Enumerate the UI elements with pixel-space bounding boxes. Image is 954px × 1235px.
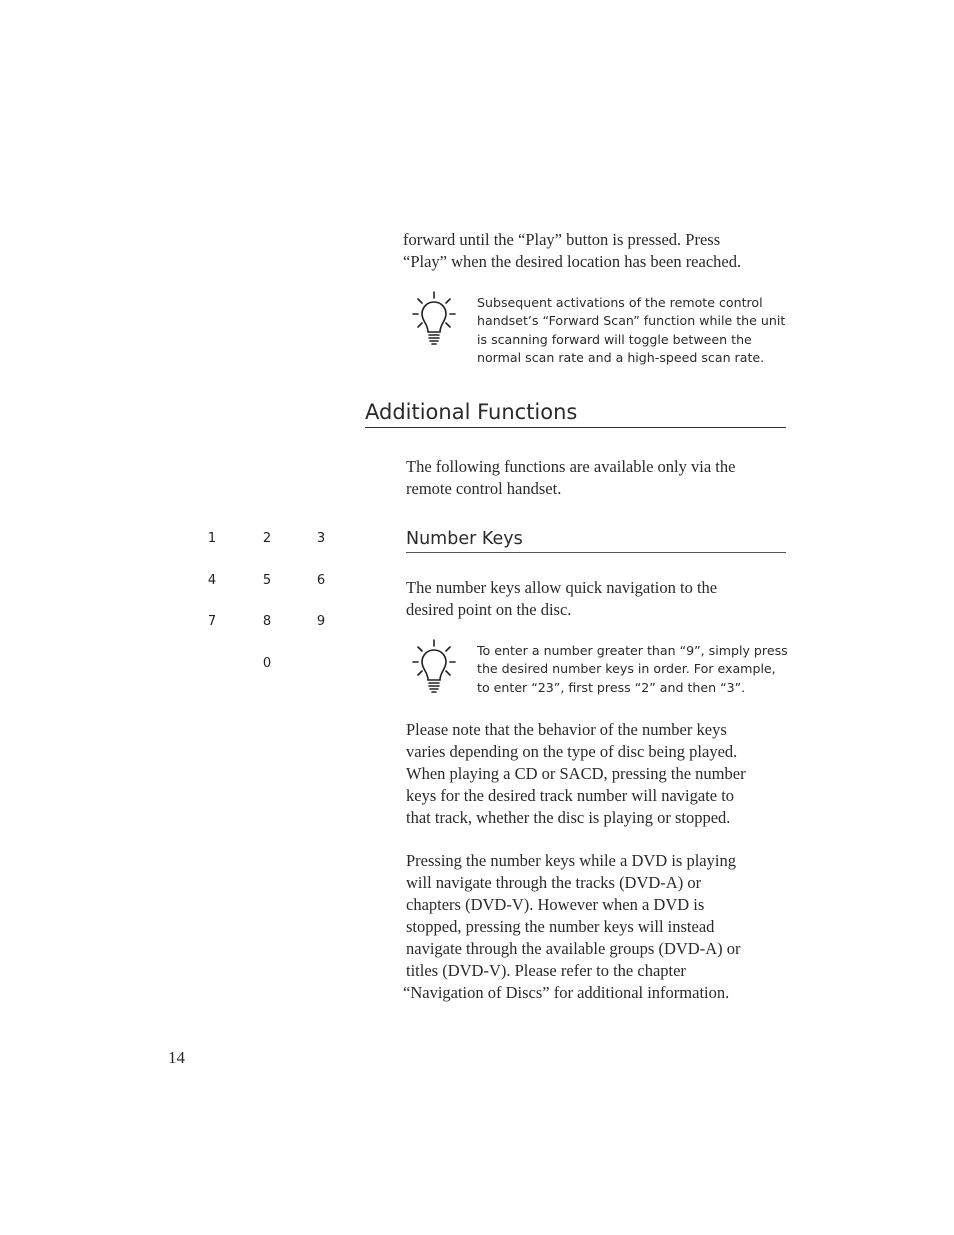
tip2-line-3: to enter “23”, first press “2” and then “3”. bbox=[477, 679, 746, 695]
tip1-line-3: is scanning forward will toggle between the bbox=[477, 331, 752, 347]
key-0: 0 bbox=[262, 656, 272, 671]
intro-paragraph bbox=[403, 229, 783, 273]
section-intro-paragraph bbox=[406, 456, 786, 500]
behavior-line-1: Please note that the behavior of the number keys bbox=[406, 720, 727, 739]
key-3: 3 bbox=[316, 531, 326, 546]
dvd-line-4: stopped, pressing the number keys will instead bbox=[406, 917, 715, 936]
dvd-line-7: “Navigation of Discs” for additional information. bbox=[403, 983, 730, 1002]
section-heading-additional-functions: Additional Functions bbox=[365, 397, 786, 428]
key-1: 1 bbox=[207, 531, 217, 546]
dvd-line-1: Pressing the number keys while a DVD is playing bbox=[406, 851, 736, 870]
tip2-line-2: the desired number keys in order. For example, bbox=[477, 661, 776, 677]
lightbulb-icon bbox=[410, 638, 458, 696]
key-4: 4 bbox=[207, 573, 217, 588]
tip2-line-1: To enter a number greater than “9”, simply press bbox=[477, 643, 788, 658]
dvd-line-3: chapters (DVD-V). However when a DVD is bbox=[406, 895, 705, 914]
dvd-line-2: will navigate through the tracks (DVD-A) or bbox=[406, 873, 702, 892]
key-9: 9 bbox=[316, 614, 326, 629]
number-keys-intro-paragraph bbox=[406, 577, 786, 621]
behavior-line-2: varies depending on the type of disc being played. bbox=[406, 742, 738, 761]
key-6: 6 bbox=[316, 573, 326, 588]
tip1-line-2: handset’s “Forward Scan” function while the unit bbox=[477, 313, 786, 329]
tip-forward-scan bbox=[477, 294, 789, 367]
number-keys-intro-line-1: The number keys allow quick navigation to the bbox=[406, 578, 718, 597]
key-2: 2 bbox=[262, 531, 272, 546]
tip-number-entry bbox=[477, 642, 789, 697]
dvd-paragraph bbox=[403, 850, 786, 1004]
intro-line-2: “Play” when the desired location has been reached. bbox=[403, 252, 742, 271]
tip1-line-4: normal scan rate and a high-speed scan rate. bbox=[477, 349, 765, 365]
behavior-line-3: When playing a CD or SACD, pressing the number bbox=[406, 764, 746, 783]
key-8: 8 bbox=[262, 614, 272, 629]
section-intro-line-2: remote control handset. bbox=[406, 479, 562, 498]
behavior-line-4: keys for the desired track number will navigate to bbox=[406, 786, 735, 805]
dvd-line-5: navigate through the available groups (DVD-A) or bbox=[406, 939, 741, 958]
behavior-line-5: that track, whether the disc is playing or stopped. bbox=[406, 808, 731, 827]
behavior-paragraph bbox=[406, 719, 786, 829]
number-keys-intro-line-2: desired point on the disc. bbox=[406, 600, 572, 619]
subheading-number-keys: Number Keys bbox=[406, 526, 786, 553]
page-number: 14 bbox=[168, 1048, 185, 1067]
dvd-line-6: titles (DVD-V). Please refer to the chapter bbox=[406, 961, 686, 980]
section-intro-line-1: The following functions are available only via the bbox=[406, 457, 736, 476]
tip1-line-1: Subsequent activations of the remote control bbox=[477, 295, 763, 310]
key-7: 7 bbox=[207, 614, 217, 629]
key-5: 5 bbox=[262, 573, 272, 588]
lightbulb-icon bbox=[410, 290, 458, 348]
intro-line-1: forward until the “Play” button is pressed. Press bbox=[403, 230, 721, 249]
